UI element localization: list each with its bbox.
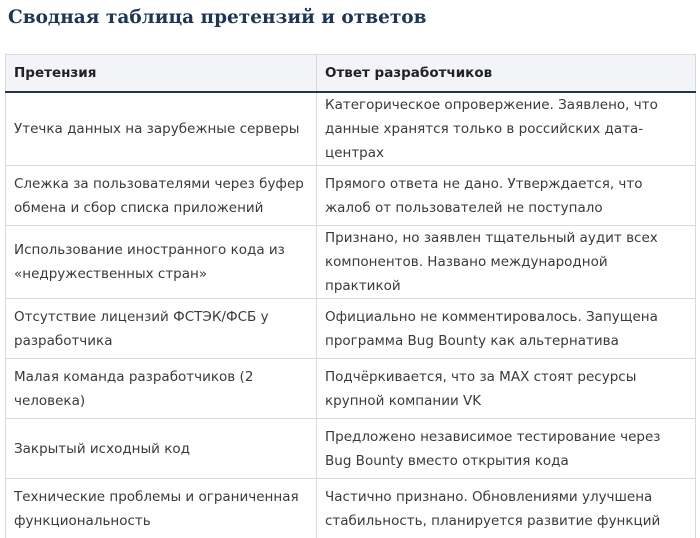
claim-cell: Закрытый исходный код	[6, 419, 317, 479]
response-cell: Частично признано. Обновлениями улучшена стабильность, планируется развитие функций	[317, 479, 696, 538]
claim-cell: Отсутствие лицензий ФСТЭК/ФСБ у разработчика	[6, 299, 317, 359]
response-cell: Предложено независимое тестирование через Bug Bounty вместо открытия кода	[317, 419, 696, 479]
response-cell: Категорическое опровержение. Заявлено, что данные хранятся только в российских дата-центрах	[317, 92, 696, 166]
response-cell: Подчёркивается, что за MAX стоят ресурсы крупной компании VK	[317, 359, 696, 419]
claim-cell: Малая команда разработчиков (2 человека)	[6, 359, 317, 419]
table-header-row	[6, 55, 696, 93]
table-row	[6, 419, 696, 479]
column-header-claim: Претензия	[6, 55, 317, 93]
page-title: Сводная таблица претензий и ответов	[8, 6, 427, 30]
claim-cell: Технические проблемы и ограниченная функциональность	[6, 479, 317, 538]
table-row	[6, 166, 696, 226]
response-cell: Официально не комментировалось. Запущена программа Bug Bounty как альтернатива	[317, 299, 696, 359]
table-row	[6, 226, 696, 299]
response-cell: Прямого ответа не дано. Утверждается, что жалоб от пользователей не поступало	[317, 166, 696, 226]
response-cell: Признано, но заявлен тщательный аудит всех компонентов. Названо международной практикой	[317, 226, 696, 299]
claim-cell: Утечка данных на зарубежные серверы	[6, 92, 317, 166]
column-header-response: Ответ разработчиков	[317, 55, 696, 93]
table-row	[6, 92, 696, 166]
claim-cell: Использование иностранного кода из «недружественных стран»	[6, 226, 317, 299]
claims-table	[5, 54, 696, 538]
table-row	[6, 359, 696, 419]
table-row	[6, 299, 696, 359]
claim-cell: Слежка за пользователями через буфер обмена и сбор списка приложений	[6, 166, 317, 226]
table-row	[6, 479, 696, 538]
